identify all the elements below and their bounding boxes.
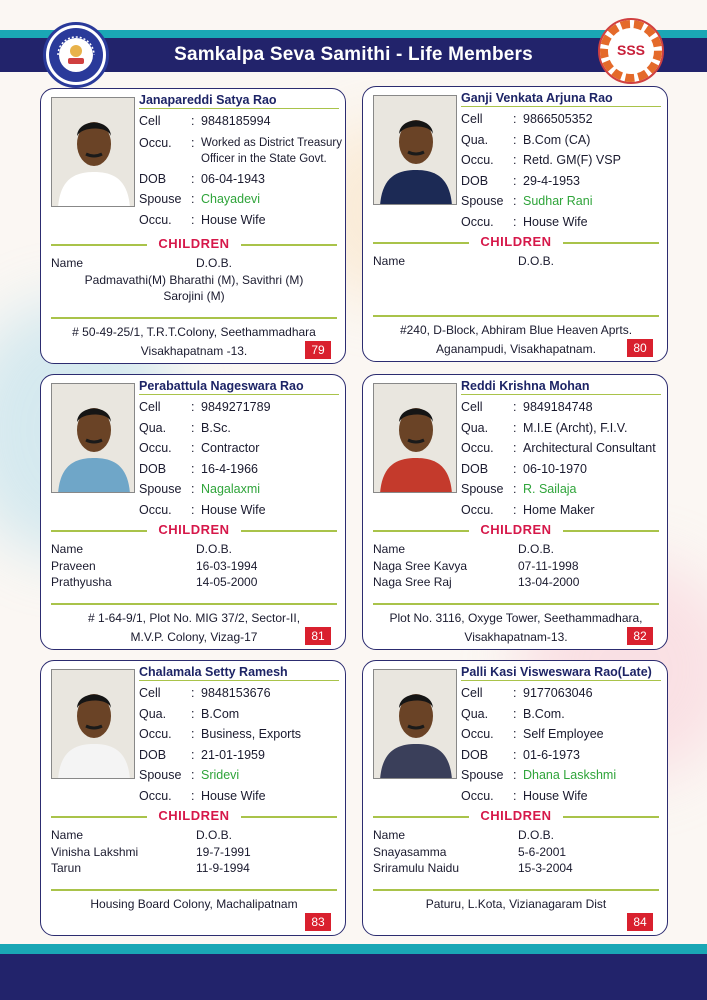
detail-value: House Wife bbox=[201, 502, 266, 517]
detail-colon: : bbox=[191, 768, 195, 782]
detail-row bbox=[139, 500, 344, 521]
children-heading bbox=[51, 523, 337, 537]
name-column-header: Name bbox=[373, 254, 406, 268]
detail-label: Cell bbox=[461, 686, 483, 700]
member-photo bbox=[373, 95, 457, 205]
member-details bbox=[461, 397, 666, 520]
detail-value: B.Sc. bbox=[201, 420, 231, 435]
child-row bbox=[373, 844, 659, 861]
child-dob: 19-7-1991 bbox=[196, 844, 251, 859]
detail-value: B.Com bbox=[201, 706, 240, 721]
divider-line bbox=[373, 315, 659, 317]
children-heading bbox=[373, 809, 659, 823]
detail-colon: : bbox=[191, 420, 195, 435]
member-number-badge: 79 bbox=[305, 341, 331, 359]
detail-colon: : bbox=[191, 192, 195, 206]
detail-row bbox=[461, 397, 666, 418]
children-title: CHILDREN bbox=[480, 808, 552, 823]
detail-row bbox=[461, 765, 666, 786]
detail-colon: : bbox=[513, 153, 517, 167]
detail-value: Business, Exports bbox=[201, 727, 302, 741]
detail-colon: : bbox=[513, 686, 517, 700]
detail-label: Occu. bbox=[461, 214, 494, 229]
detail-label: Qua. bbox=[461, 420, 489, 435]
detail-value: 06-04-1943 bbox=[201, 171, 265, 186]
dob-column-header: D.O.B. bbox=[196, 828, 233, 842]
detail-value: 01-6-1973 bbox=[523, 747, 580, 762]
detail-row bbox=[461, 150, 666, 171]
footer-band bbox=[0, 954, 707, 1000]
children-list bbox=[373, 253, 659, 270]
detail-colon: : bbox=[513, 400, 517, 414]
detail-value: Nagalaxmi bbox=[201, 482, 261, 496]
detail-label: Occu. bbox=[461, 727, 494, 741]
child-row bbox=[51, 574, 337, 591]
detail-row bbox=[139, 479, 344, 500]
member-card bbox=[362, 86, 668, 362]
dob-column-header: D.O.B. bbox=[196, 256, 233, 270]
child-row bbox=[373, 860, 659, 877]
detail-row bbox=[139, 418, 344, 439]
detail-label: Spouse bbox=[461, 194, 504, 208]
detail-row bbox=[139, 683, 344, 704]
detail-value: House Wife bbox=[523, 214, 588, 229]
detail-value: 29-4-1953 bbox=[523, 173, 580, 188]
detail-label: Spouse bbox=[461, 768, 504, 782]
children-header-row bbox=[51, 827, 337, 844]
detail-colon: : bbox=[513, 214, 517, 229]
detail-value: House Wife bbox=[201, 788, 266, 803]
detail-value: 16-4-1966 bbox=[201, 461, 258, 476]
detail-value: 06-10-1970 bbox=[523, 461, 587, 476]
detail-colon: : bbox=[191, 461, 195, 476]
detail-row bbox=[139, 765, 344, 786]
child-dob: 11-9-1994 bbox=[196, 861, 250, 875]
member-card bbox=[40, 374, 346, 650]
detail-label: Qua. bbox=[139, 420, 167, 435]
detail-colon: : bbox=[513, 194, 517, 208]
member-photo bbox=[373, 383, 457, 493]
detail-colon: : bbox=[513, 768, 517, 782]
detail-row bbox=[461, 683, 666, 704]
footer-accent-stripe bbox=[0, 944, 707, 954]
member-name: Palli Kasi Visweswara Rao(Late) bbox=[461, 665, 661, 681]
detail-label: Occu. bbox=[461, 502, 494, 517]
child-row bbox=[373, 574, 659, 591]
name-column-header: Name bbox=[373, 542, 406, 556]
member-number-badge: 82 bbox=[627, 627, 653, 645]
name-column-header: Name bbox=[51, 542, 84, 556]
detail-label: Cell bbox=[139, 400, 161, 414]
detail-value: R. Sailaja bbox=[523, 482, 577, 496]
detail-value: Sridevi bbox=[201, 768, 240, 782]
member-number-badge: 84 bbox=[627, 913, 653, 931]
detail-value: Dhana Laskshmi bbox=[523, 768, 617, 782]
detail-label: DOB bbox=[461, 173, 489, 188]
detail-row bbox=[461, 171, 666, 192]
detail-value: Architectural Consultant bbox=[523, 441, 656, 455]
organization-logo bbox=[43, 22, 109, 88]
children-heading bbox=[373, 523, 659, 537]
detail-row bbox=[461, 459, 666, 480]
sss-logo bbox=[598, 18, 664, 84]
detail-label: DOB bbox=[139, 171, 167, 186]
member-card bbox=[362, 660, 668, 936]
detail-colon: : bbox=[513, 132, 517, 147]
detail-colon: : bbox=[513, 461, 517, 476]
detail-colon: : bbox=[191, 686, 195, 700]
divider-line bbox=[563, 816, 659, 818]
detail-row bbox=[461, 745, 666, 766]
children-title: CHILDREN bbox=[480, 234, 552, 249]
detail-value: Retd. GM(F) VSP bbox=[523, 153, 621, 167]
detail-label: DOB bbox=[139, 461, 167, 476]
detail-row bbox=[139, 397, 344, 418]
detail-colon: : bbox=[191, 212, 195, 227]
detail-row bbox=[139, 786, 344, 807]
page-title: Samkalpa Seva Samithi - Life Members bbox=[174, 44, 533, 65]
detail-label: Occu. bbox=[139, 441, 172, 455]
children-list bbox=[51, 827, 337, 877]
detail-label: DOB bbox=[461, 461, 489, 476]
member-name: Janapareddi Satya Rao bbox=[139, 93, 339, 109]
emblem-icon bbox=[46, 25, 106, 85]
member-name: Perabattula Nageswara Rao bbox=[139, 379, 339, 395]
children-title: CHILDREN bbox=[158, 236, 230, 251]
detail-colon: : bbox=[513, 173, 517, 188]
detail-colon: : bbox=[191, 706, 195, 721]
member-address: Paturu, L.Kota, Vizianagaram Dist bbox=[425, 897, 607, 911]
detail-row bbox=[461, 191, 666, 212]
children-header-row bbox=[373, 253, 659, 270]
children-heading bbox=[51, 809, 337, 823]
detail-label: Cell bbox=[139, 686, 161, 700]
detail-label: DOB bbox=[461, 747, 489, 762]
name-column-header: Name bbox=[51, 256, 84, 270]
children-title: CHILDREN bbox=[480, 522, 552, 537]
child-dob: 15-3-2004 bbox=[518, 861, 573, 875]
detail-row bbox=[461, 130, 666, 151]
divider-line bbox=[373, 603, 659, 605]
member-details bbox=[139, 397, 344, 520]
detail-row bbox=[461, 418, 666, 439]
detail-value: 9849184748 bbox=[523, 400, 593, 414]
child-name: Sriramulu Naidu bbox=[373, 861, 460, 875]
children-title: CHILDREN bbox=[158, 808, 230, 823]
detail-row bbox=[461, 786, 666, 807]
detail-colon: : bbox=[513, 112, 517, 126]
child-name: Tarun bbox=[51, 861, 82, 875]
divider-line bbox=[563, 530, 659, 532]
detail-row bbox=[461, 479, 666, 500]
detail-colon: : bbox=[191, 400, 195, 414]
dob-column-header: D.O.B. bbox=[518, 254, 555, 268]
detail-value: House Wife bbox=[201, 212, 266, 227]
detail-label: Qua. bbox=[461, 706, 489, 721]
dob-column-header: D.O.B. bbox=[518, 542, 555, 556]
detail-value: 21-01-1959 bbox=[201, 747, 265, 762]
children-title: CHILDREN bbox=[158, 522, 230, 537]
member-details bbox=[139, 683, 344, 806]
children-names-text: Padmavathi(M) Bharathi (M), Savithri (M) Sarojini (M) bbox=[84, 272, 304, 303]
detail-value: M.I.E (Archt), F.I.V. bbox=[523, 420, 628, 435]
detail-colon: : bbox=[513, 706, 517, 721]
detail-row bbox=[461, 724, 666, 745]
detail-colon: : bbox=[191, 441, 195, 455]
detail-colon: : bbox=[191, 502, 195, 517]
name-column-header: Name bbox=[373, 828, 406, 842]
divider-line bbox=[241, 816, 337, 818]
detail-row bbox=[461, 704, 666, 725]
detail-colon: : bbox=[191, 788, 195, 803]
member-number-badge: 80 bbox=[627, 339, 653, 357]
detail-row bbox=[461, 438, 666, 459]
detail-label: Spouse bbox=[139, 482, 182, 496]
child-dob: 13-04-2000 bbox=[518, 575, 580, 589]
dob-column-header: D.O.B. bbox=[196, 542, 233, 556]
detail-label: Qua. bbox=[461, 132, 489, 147]
detail-colon: : bbox=[513, 727, 517, 741]
detail-label: Occu. bbox=[461, 153, 494, 167]
member-address: #240, D-Block, Abhiram Blue Heaven Aprts. Aganampudi, Visakhapatnam. bbox=[399, 323, 633, 356]
detail-colon: : bbox=[513, 420, 517, 435]
detail-label: Occu. bbox=[461, 788, 494, 803]
divider-line bbox=[241, 530, 337, 532]
detail-value: B.Com. bbox=[523, 706, 565, 721]
detail-label: Occu. bbox=[139, 727, 172, 741]
children-list bbox=[51, 255, 337, 305]
detail-value: Self Employee bbox=[523, 727, 604, 741]
detail-value: Worked as District Treasury Officer in the State Govt. bbox=[201, 136, 343, 165]
member-card bbox=[362, 374, 668, 650]
children-list bbox=[51, 541, 337, 591]
child-row bbox=[51, 844, 337, 861]
detail-row bbox=[139, 704, 344, 725]
detail-value: Chayadevi bbox=[201, 192, 261, 206]
member-details bbox=[461, 109, 666, 232]
detail-label: Spouse bbox=[139, 192, 182, 206]
detail-label: Occu. bbox=[139, 502, 172, 517]
detail-label: Occu. bbox=[139, 788, 172, 803]
detail-row bbox=[139, 169, 344, 190]
child-row bbox=[51, 558, 337, 575]
child-name: Snayasamma bbox=[373, 844, 447, 859]
member-name: Chalamala Setty Ramesh bbox=[139, 665, 339, 681]
detail-colon: : bbox=[513, 441, 517, 455]
divider-line bbox=[563, 242, 659, 244]
detail-row bbox=[461, 109, 666, 130]
detail-row bbox=[139, 724, 344, 745]
detail-colon: : bbox=[191, 727, 195, 741]
detail-value: Sudhar Rani bbox=[523, 194, 593, 208]
name-column-header: Name bbox=[51, 828, 84, 842]
member-address: Housing Board Colony, Machalipatnam bbox=[90, 897, 298, 911]
detail-label: Spouse bbox=[139, 768, 182, 782]
children-list bbox=[373, 827, 659, 877]
children-heading bbox=[373, 235, 659, 249]
children-header-row bbox=[51, 255, 337, 272]
member-number-badge: 81 bbox=[305, 627, 331, 645]
child-name: Naga Sree Kavya bbox=[373, 558, 468, 573]
detail-label: Spouse bbox=[461, 482, 504, 496]
member-details bbox=[139, 111, 344, 230]
child-dob: 14-05-2000 bbox=[196, 575, 258, 589]
detail-label: Occu. bbox=[139, 135, 172, 150]
children-heading bbox=[51, 237, 337, 251]
detail-colon: : bbox=[191, 114, 195, 128]
detail-row bbox=[139, 459, 344, 480]
divider-line bbox=[51, 889, 337, 891]
child-row bbox=[51, 860, 337, 877]
detail-value: Contractor bbox=[201, 441, 260, 455]
detail-value: 9848153676 bbox=[201, 686, 271, 700]
children-header-row bbox=[51, 541, 337, 558]
child-name: Praveen bbox=[51, 558, 96, 573]
divider-line bbox=[51, 317, 337, 319]
children-header-row bbox=[373, 541, 659, 558]
detail-row bbox=[461, 500, 666, 521]
logo-text: SSS bbox=[616, 42, 645, 58]
child-name: Prathyusha bbox=[51, 575, 112, 589]
member-name: Ganji Venkata Arjuna Rao bbox=[461, 91, 661, 107]
detail-colon: : bbox=[513, 747, 517, 762]
detail-value: Home Maker bbox=[523, 502, 595, 517]
detail-row bbox=[139, 111, 344, 132]
detail-colon: : bbox=[191, 135, 195, 150]
detail-label: Occu. bbox=[461, 441, 494, 455]
detail-label: Qua. bbox=[139, 706, 167, 721]
member-photo bbox=[51, 383, 135, 493]
dob-column-header: D.O.B. bbox=[518, 828, 555, 842]
member-address: # 50-49-25/1, T.R.T.Colony, Seethammadhara Visakhapatnam -13. bbox=[72, 325, 316, 358]
detail-value: 9849271789 bbox=[201, 400, 271, 414]
detail-colon: : bbox=[191, 747, 195, 762]
detail-colon: : bbox=[191, 482, 195, 496]
detail-row bbox=[139, 189, 344, 210]
member-name: Reddi Krishna Mohan bbox=[461, 379, 661, 395]
detail-value: House Wife bbox=[523, 788, 588, 803]
divider-line bbox=[373, 889, 659, 891]
member-photo bbox=[51, 669, 135, 779]
child-dob: 07-11-1998 bbox=[518, 558, 579, 573]
children-list bbox=[373, 541, 659, 591]
child-name: Vinisha Lakshmi bbox=[51, 844, 139, 859]
child-dob: 16-03-1994 bbox=[196, 558, 258, 573]
member-number-badge: 83 bbox=[305, 913, 331, 931]
detail-label: Occu. bbox=[139, 212, 172, 227]
detail-value: B.Com (CA) bbox=[523, 132, 591, 147]
child-name: Naga Sree Raj bbox=[373, 575, 452, 589]
divider-line bbox=[51, 603, 337, 605]
member-address: Plot No. 3116, Oxyge Tower, Seethammadhara, Visakhapatnam-13. bbox=[389, 611, 643, 644]
detail-colon: : bbox=[513, 482, 517, 496]
detail-row bbox=[461, 212, 666, 233]
detail-value: 9177063046 bbox=[523, 686, 593, 700]
detail-value: 9848185994 bbox=[201, 114, 271, 128]
detail-row bbox=[139, 132, 344, 169]
children-header-row bbox=[373, 827, 659, 844]
detail-row bbox=[139, 745, 344, 766]
member-details bbox=[461, 683, 666, 806]
detail-row bbox=[139, 210, 344, 231]
member-card bbox=[40, 88, 346, 364]
detail-label: Cell bbox=[461, 400, 483, 414]
detail-row bbox=[139, 438, 344, 459]
child-dob: 5-6-2001 bbox=[518, 844, 567, 859]
detail-colon: : bbox=[513, 788, 517, 803]
detail-label: Cell bbox=[139, 114, 161, 128]
member-photo bbox=[51, 97, 135, 207]
divider-line bbox=[241, 244, 337, 246]
detail-label: Cell bbox=[461, 112, 483, 126]
detail-colon: : bbox=[513, 502, 517, 517]
detail-label: DOB bbox=[139, 747, 167, 762]
member-address: # 1-64-9/1, Plot No. MIG 37/2, Sector-II, M.V.P. Colony, Vizag-17 bbox=[87, 611, 301, 644]
member-photo bbox=[373, 669, 457, 779]
member-card bbox=[40, 660, 346, 936]
child-row bbox=[373, 558, 659, 575]
detail-value: 9866505352 bbox=[523, 112, 593, 126]
detail-colon: : bbox=[191, 171, 195, 186]
